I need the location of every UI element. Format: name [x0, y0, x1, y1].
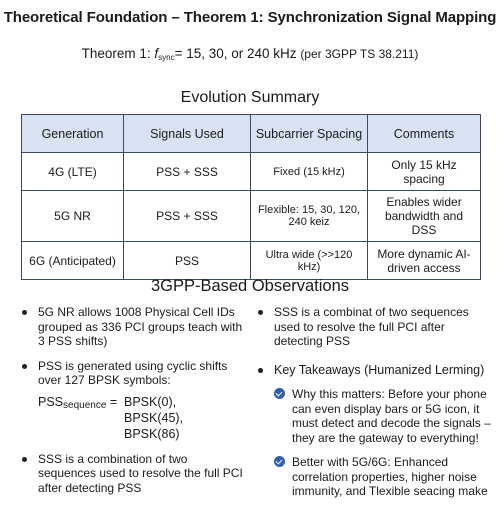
- theorem-statement: [0, 46, 500, 62]
- pss-symbol: PSS: [38, 394, 64, 409]
- key-takeaways: [256, 363, 496, 499]
- table-cell: Ultra wide (>>120 kHz): [251, 242, 368, 280]
- list-item: [20, 305, 245, 349]
- table-cell: PSS + SSS: [124, 153, 251, 191]
- pss-equation-values: [124, 394, 183, 442]
- column-header: Subcarrier Spacing: [251, 115, 368, 153]
- column-header: Signals Used: [124, 115, 251, 153]
- theorem-subscript: sync: [158, 53, 175, 62]
- check-circle-icon: [274, 456, 285, 467]
- table-cell: Flexible: 15, 30, 120, 240 keiz: [251, 191, 368, 242]
- observations-heading: 3GPP-Based Observations: [150, 277, 350, 295]
- list-item: [274, 387, 496, 445]
- theorem-prefix: Theorem 1:: [81, 46, 155, 61]
- key-takeaways-list: [274, 387, 496, 499]
- bullet-icon: [22, 457, 27, 462]
- theorem-symbol: f: [154, 46, 159, 61]
- list-item: [20, 452, 245, 496]
- pss-equation-lhs: [38, 394, 124, 442]
- pss-value: BPSK(86): [124, 426, 180, 441]
- observations-right-column: [256, 305, 496, 509]
- key-takeaways-title: Key Takeaways (Humanized Lerming): [274, 362, 485, 377]
- list-item-text: Why this matters: Before your phone can even display bars or 5G icon, it must detect and decode the signals – they are the gateway to everything!: [292, 387, 491, 445]
- theorem-reference: (per 3GPP TS 38.211): [300, 47, 419, 61]
- table-row: [22, 191, 481, 242]
- evolution-heading: Evolution Summary: [180, 89, 320, 106]
- table-cell: 5G NR: [22, 191, 124, 242]
- list-item-text: Better with 5G/6G: Enhanced correlation properties, higher noise immunity, and Tlexible seacing make: [292, 455, 488, 498]
- pss-value: BPSK(45),: [124, 410, 184, 425]
- bullet-icon: [22, 364, 27, 369]
- list-item: [20, 359, 245, 442]
- list-item-text: SSS is a combination of two sequences used to resolve the full PCI after detecting PSS: [38, 451, 243, 495]
- table-row: [22, 153, 481, 191]
- list-item: [274, 455, 496, 499]
- table-cell: Only 15 kHz spacing: [368, 153, 481, 191]
- column-header: Generation: [22, 115, 124, 153]
- bullet-icon: [258, 310, 263, 315]
- pss-value: BPSK(0),: [124, 394, 177, 409]
- column-header: Comments: [368, 115, 481, 153]
- pss-subscript: sequence: [63, 399, 107, 411]
- page-title: Theoretical Foundation – Theorem 1: Synchronization Signal Mapping: [3, 9, 497, 26]
- observations-left-column: [20, 305, 245, 505]
- bullet-icon: [22, 310, 27, 315]
- evolution-table: [21, 114, 481, 280]
- pss-equation: [38, 394, 245, 442]
- check-circle-icon: [274, 388, 285, 399]
- table-cell: Fixed (15 kHz): [251, 153, 368, 191]
- list-item: [256, 305, 496, 349]
- list-item-text: SSS is a combinat of two sequences used to resolve the full PCI after detecting PSS: [274, 305, 469, 348]
- theorem-values: = 15, 30, or 240 kHz: [174, 46, 297, 61]
- bullet-icon: [258, 368, 263, 373]
- pss-equals: =: [109, 394, 118, 409]
- table-cell: PSS + SSS: [124, 191, 251, 242]
- table-cell: More dynamic AI-driven access: [368, 242, 481, 280]
- table-cell: 4G (LTE): [22, 153, 124, 191]
- table-cell: PSS: [124, 242, 251, 280]
- list-item-text: PSS is generated using cyclic shifts over 127 BPSK symbols:: [38, 358, 228, 387]
- table-cell: Enables wider bandwidth and DSS: [368, 191, 481, 242]
- table-cell: 6G (Anticipated): [22, 242, 124, 280]
- table-header-row: [22, 115, 481, 153]
- list-item-text: 5G NR allows 1008 Physical Cell IDs grouped as 336 PCI groups teach with 3 PSS shifts): [38, 305, 243, 348]
- table-row: [22, 242, 481, 280]
